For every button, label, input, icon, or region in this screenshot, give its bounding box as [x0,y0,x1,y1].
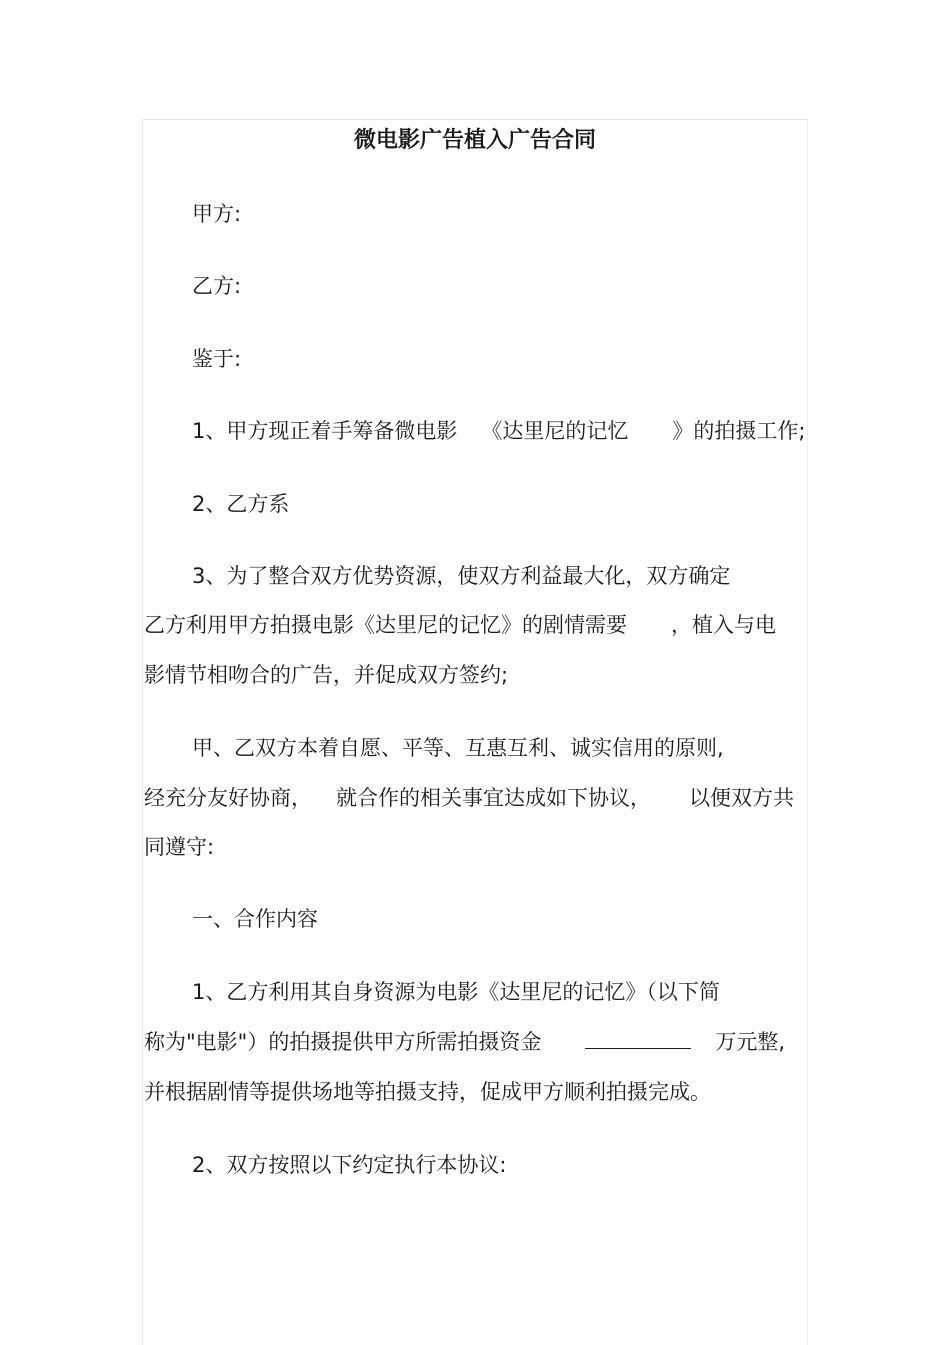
clause-1-line-3: 并根据剧情等提供场地等拍摄支持，促成甲方顺利拍摄完成。 [144,1080,711,1104]
recital-item-1-film: 《达里尼的记忆 [481,419,629,443]
clause-2-line: 2、双方按照以下约定执行本协议: [192,1153,507,1177]
principle-line-2b: 就合作的相关事宜达成如下协议， [336,786,651,810]
principle-line-2a: 经充分友好协商， [144,786,312,810]
recital-item-3-line-3: 影情节相吻合的广告，并促成双方签约; [144,663,509,687]
recital-item-2: 2、乙方系 [192,492,290,516]
document-title: 微电影广告植入广告合同 [353,128,596,153]
clause-1-line-2a: 称为"电影"）的拍摄提供甲方所需拍摄资金 [144,1030,542,1054]
principle-line-2 [144,783,796,813]
principle-line-3: 同遵守: [144,835,215,859]
party-b-label: 乙方: [192,274,242,298]
principle-line-1: 甲、乙双方本着自愿、平等、互惠互利、诚实信用的原则, [192,736,724,760]
recital-item-1-after: 》的拍摄工作; [672,419,806,443]
principle-line-2c: 以便双方共 [689,786,794,810]
recital-item-3-line-2b: ，植入与电 [671,613,776,637]
clause-1-line-2b: 万元整, [715,1030,786,1054]
whereas-label: 鉴于: [192,347,242,371]
party-a-label: 甲方: [192,202,242,226]
recital-item-1-before: 1、甲方现正着手筹备微电影 [192,419,458,443]
section-heading-cooperation: 一、合作内容 [192,907,318,931]
recital-item-3-line-2 [144,610,796,640]
recital-item-3-line-2a: 乙方利用甲方拍摄电影《达里尼的记忆》的剧情需要 [144,613,627,637]
clause-1-line-1: 1、乙方利用其自身资源为电影《达里尼的记忆》（以下简 [192,980,720,1004]
clause-1-line-2 [144,1027,796,1057]
recital-item-3-line-1: 3、为了整合双方优势资源，使双方利益最大化，双方确定 [192,564,731,588]
amount-blank [585,1028,691,1049]
recital-item-1 [192,416,805,446]
